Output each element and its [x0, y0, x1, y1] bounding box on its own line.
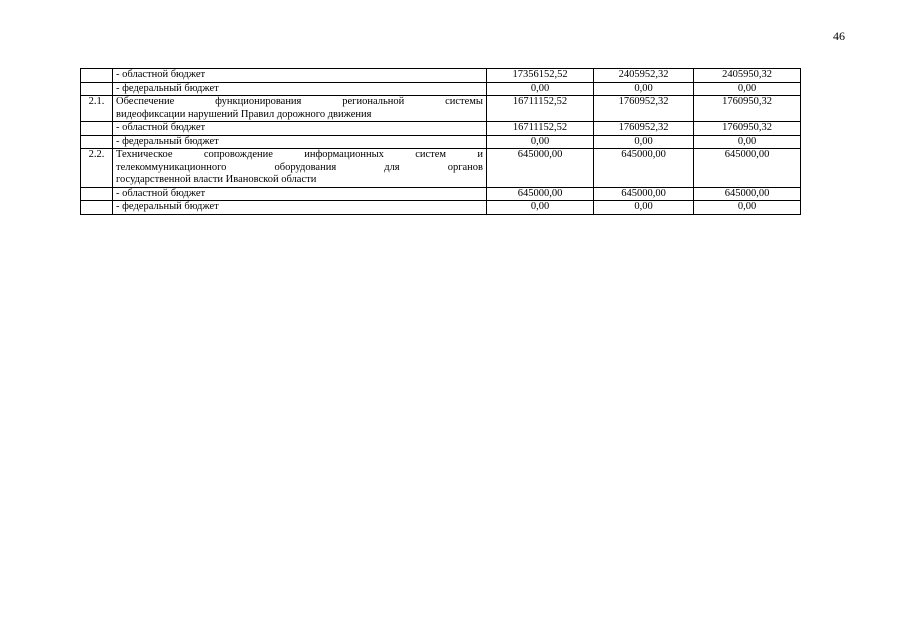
- description-line: Техническое сопровождение информационных систем и: [116, 149, 483, 160]
- description-line: - областной бюджет: [116, 122, 206, 133]
- row-number: [81, 135, 113, 149]
- value-cell: 1760950,32: [694, 122, 801, 136]
- row-number: [81, 201, 113, 215]
- row-number: [81, 122, 113, 136]
- value-cell: 0,00: [694, 135, 801, 149]
- value-cell: 0,00: [487, 82, 594, 96]
- table-row: [81, 122, 801, 136]
- value-cell: 0,00: [594, 82, 694, 96]
- value-cell: 0,00: [594, 201, 694, 215]
- value-cell: 645000,00: [594, 149, 694, 188]
- value-cell: 645000,00: [487, 149, 594, 188]
- row-description: [113, 96, 487, 122]
- row-description: [113, 82, 487, 96]
- row-description: [113, 122, 487, 136]
- row-description: [113, 135, 487, 149]
- description-line: - федеральный бюджет: [116, 201, 219, 212]
- value-cell: 1760952,32: [594, 96, 694, 122]
- table-row: [81, 201, 801, 215]
- value-cell: 645000,00: [694, 149, 801, 188]
- page-number: 46: [833, 29, 845, 43]
- row-number: [81, 69, 113, 83]
- description-line: государственной власти Ивановской области: [116, 174, 317, 185]
- table-row: [81, 69, 801, 83]
- description-line: - федеральный бюджет: [116, 82, 219, 94]
- row-number: [81, 82, 113, 96]
- value-cell: 645000,00: [487, 187, 594, 201]
- row-description: [113, 149, 487, 188]
- value-cell: 17356152,52: [487, 69, 594, 83]
- value-cell: 645000,00: [594, 187, 694, 201]
- value-cell: 0,00: [694, 201, 801, 215]
- value-cell: 2405952,32: [594, 69, 694, 83]
- description-line: - областной бюджет: [116, 187, 206, 199]
- table-row: [81, 187, 801, 201]
- description-line: телекоммуникационного оборудования для органов: [116, 161, 483, 173]
- value-cell: 0,00: [694, 82, 801, 96]
- row-description: [113, 201, 487, 215]
- value-cell: 1760950,32: [694, 96, 801, 122]
- row-description: [113, 187, 487, 201]
- value-cell: 16711152,52: [487, 122, 594, 136]
- table-row: [81, 96, 801, 122]
- row-number: 2.2.: [81, 149, 113, 188]
- description-line: видеофиксации нарушений Правил дорожного движения: [116, 108, 372, 120]
- value-cell: 0,00: [594, 135, 694, 149]
- value-cell: 2405950,32: [694, 69, 801, 83]
- table-row: [81, 82, 801, 96]
- row-number: [81, 187, 113, 201]
- row-description: [113, 69, 487, 83]
- table-row: [81, 135, 801, 149]
- description-line: Обеспечение функционирования региональной системы: [116, 96, 483, 107]
- budget-table: [80, 68, 801, 215]
- row-number: 2.1.: [81, 96, 113, 122]
- value-cell: 16711152,52: [487, 96, 594, 122]
- description-line: - федеральный бюджет: [116, 135, 219, 147]
- value-cell: 645000,00: [694, 187, 801, 201]
- value-cell: 0,00: [487, 201, 594, 215]
- description-line: - областной бюджет: [116, 69, 206, 80]
- value-cell: 1760952,32: [594, 122, 694, 136]
- table-row: [81, 149, 801, 188]
- value-cell: 0,00: [487, 135, 594, 149]
